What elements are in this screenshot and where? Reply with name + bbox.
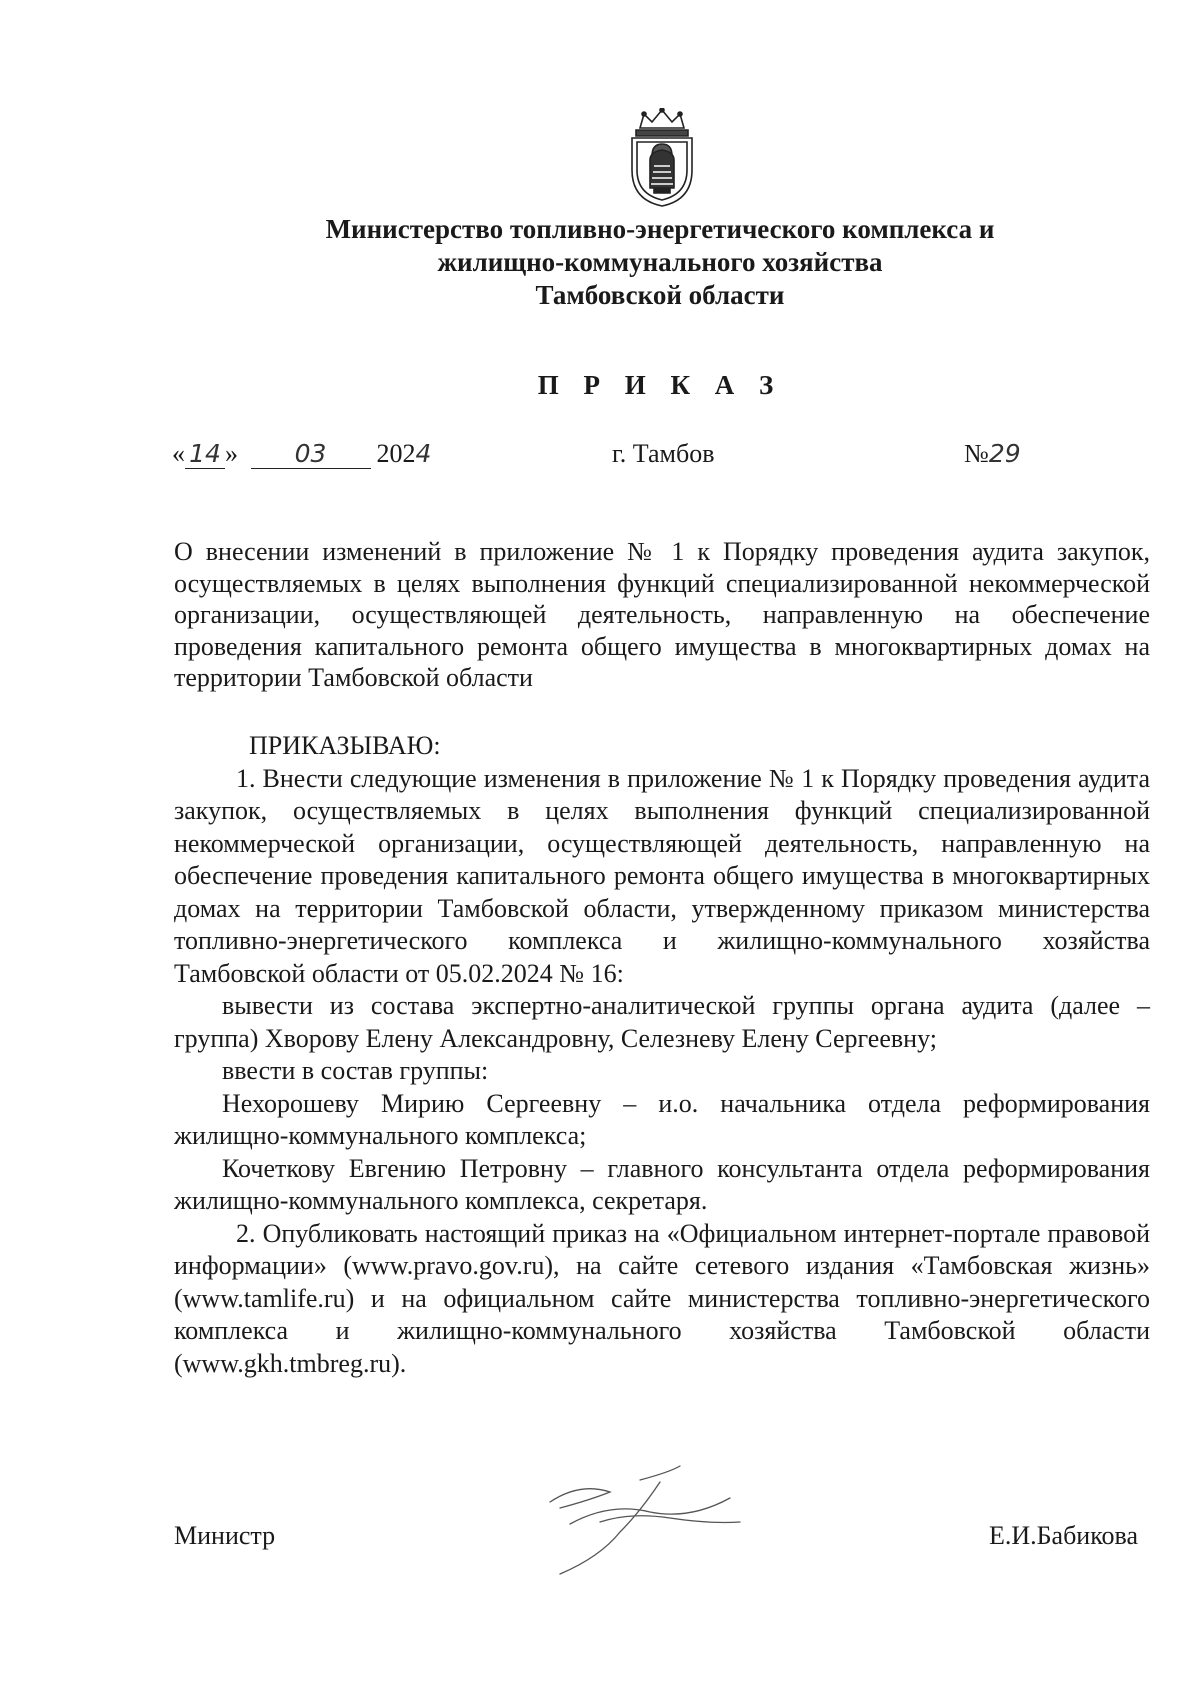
order-month: 03: [251, 440, 371, 469]
ministry-header: [200, 213, 1120, 312]
ministry-name-line-2: жилищно-коммунального хозяйства: [437, 247, 883, 277]
ministry-name-line-3: Тамбовской области: [535, 280, 785, 310]
clause-1-removal: вывести из состава экспертно-аналитической группы органа аудита (далее – группа) Хворову Елену Александровну, Селезневу Елену Сергеевну;: [174, 991, 1150, 1053]
order-year-suffix: 4: [415, 439, 432, 468]
order-title: П Р И К А З: [537, 370, 783, 400]
signatory-title: Министр: [174, 1521, 276, 1550]
order-body: [174, 730, 1150, 1380]
quote-open: «: [172, 439, 185, 468]
ministry-name-line-1: Министерство топливно-энергетического комплекса и: [325, 214, 995, 244]
clause-1: 1. Внести следующие изменения в приложение № 1 к Порядку проведения аудита закупок, осуществляемых в целях выполнения функций специализированной некоммерческой организации, осуществляющей деятельность, направленную на обеспечение проведения капитального ремонта общего имущества в многоквартирных домах на территории Тамбовской области, утвержденному приказом министерства топливно-энергетического комплекса и жилищно-коммунального хозяйства Тамбовской области от 05.02.2024 № 16:: [174, 763, 1150, 988]
order-date: [172, 438, 432, 470]
clause-2: 2. Опубликовать настоящий приказ на «Официальном интернет-портале правовой информации» (www.pravo.gov.ru), на сайте сетевого издания «Тамбовская жизнь» (www.tamlife.ru) и на официальном сайте министерства топливно-энергетического комплекса и жилищно-коммунального хозяйства Тамбовской области (www.gkh.tmbreg.ru).: [174, 1218, 1150, 1378]
clause-1-addition-heading: ввести в состав группы:: [222, 1056, 489, 1085]
order-number-value: 29: [988, 439, 1021, 468]
quote-close: »: [225, 439, 238, 468]
handwritten-signature: [540, 1462, 750, 1580]
clause-1-member-2: Кочеткову Евгению Петровну – главного консультанта отдела реформирования жилищно-коммунального комплекса, секретаря.: [174, 1153, 1150, 1215]
decree-heading: ПРИКАЗЫВАЮ:: [249, 731, 441, 760]
order-number: [964, 438, 1039, 470]
order-day: 14: [185, 440, 225, 469]
order-subject: О внесении изменений в приложение № 1 к Порядку проведения аудита закупок, осуществляемых в целях выполнения функций специализированной некоммерческой организации, осуществляющей деятельность, направленную на обеспечение проведения капитального ремонта общего имущества в многоквартирных домах на территории Тамбовской области: [174, 537, 1150, 692]
signatory-name: Е.И.Бабикова: [988, 1521, 1138, 1550]
clause-1-member-1: Нехорошеву Мирию Сергеевну – и.о. начальника отдела реформирования жилищно-коммунального комплекса;: [174, 1088, 1150, 1150]
order-number-label: №: [964, 439, 989, 468]
coat-of-arms-icon: [624, 108, 700, 208]
order-city: г. Тамбов: [612, 439, 715, 468]
order-year-prefix: 202: [376, 439, 416, 468]
